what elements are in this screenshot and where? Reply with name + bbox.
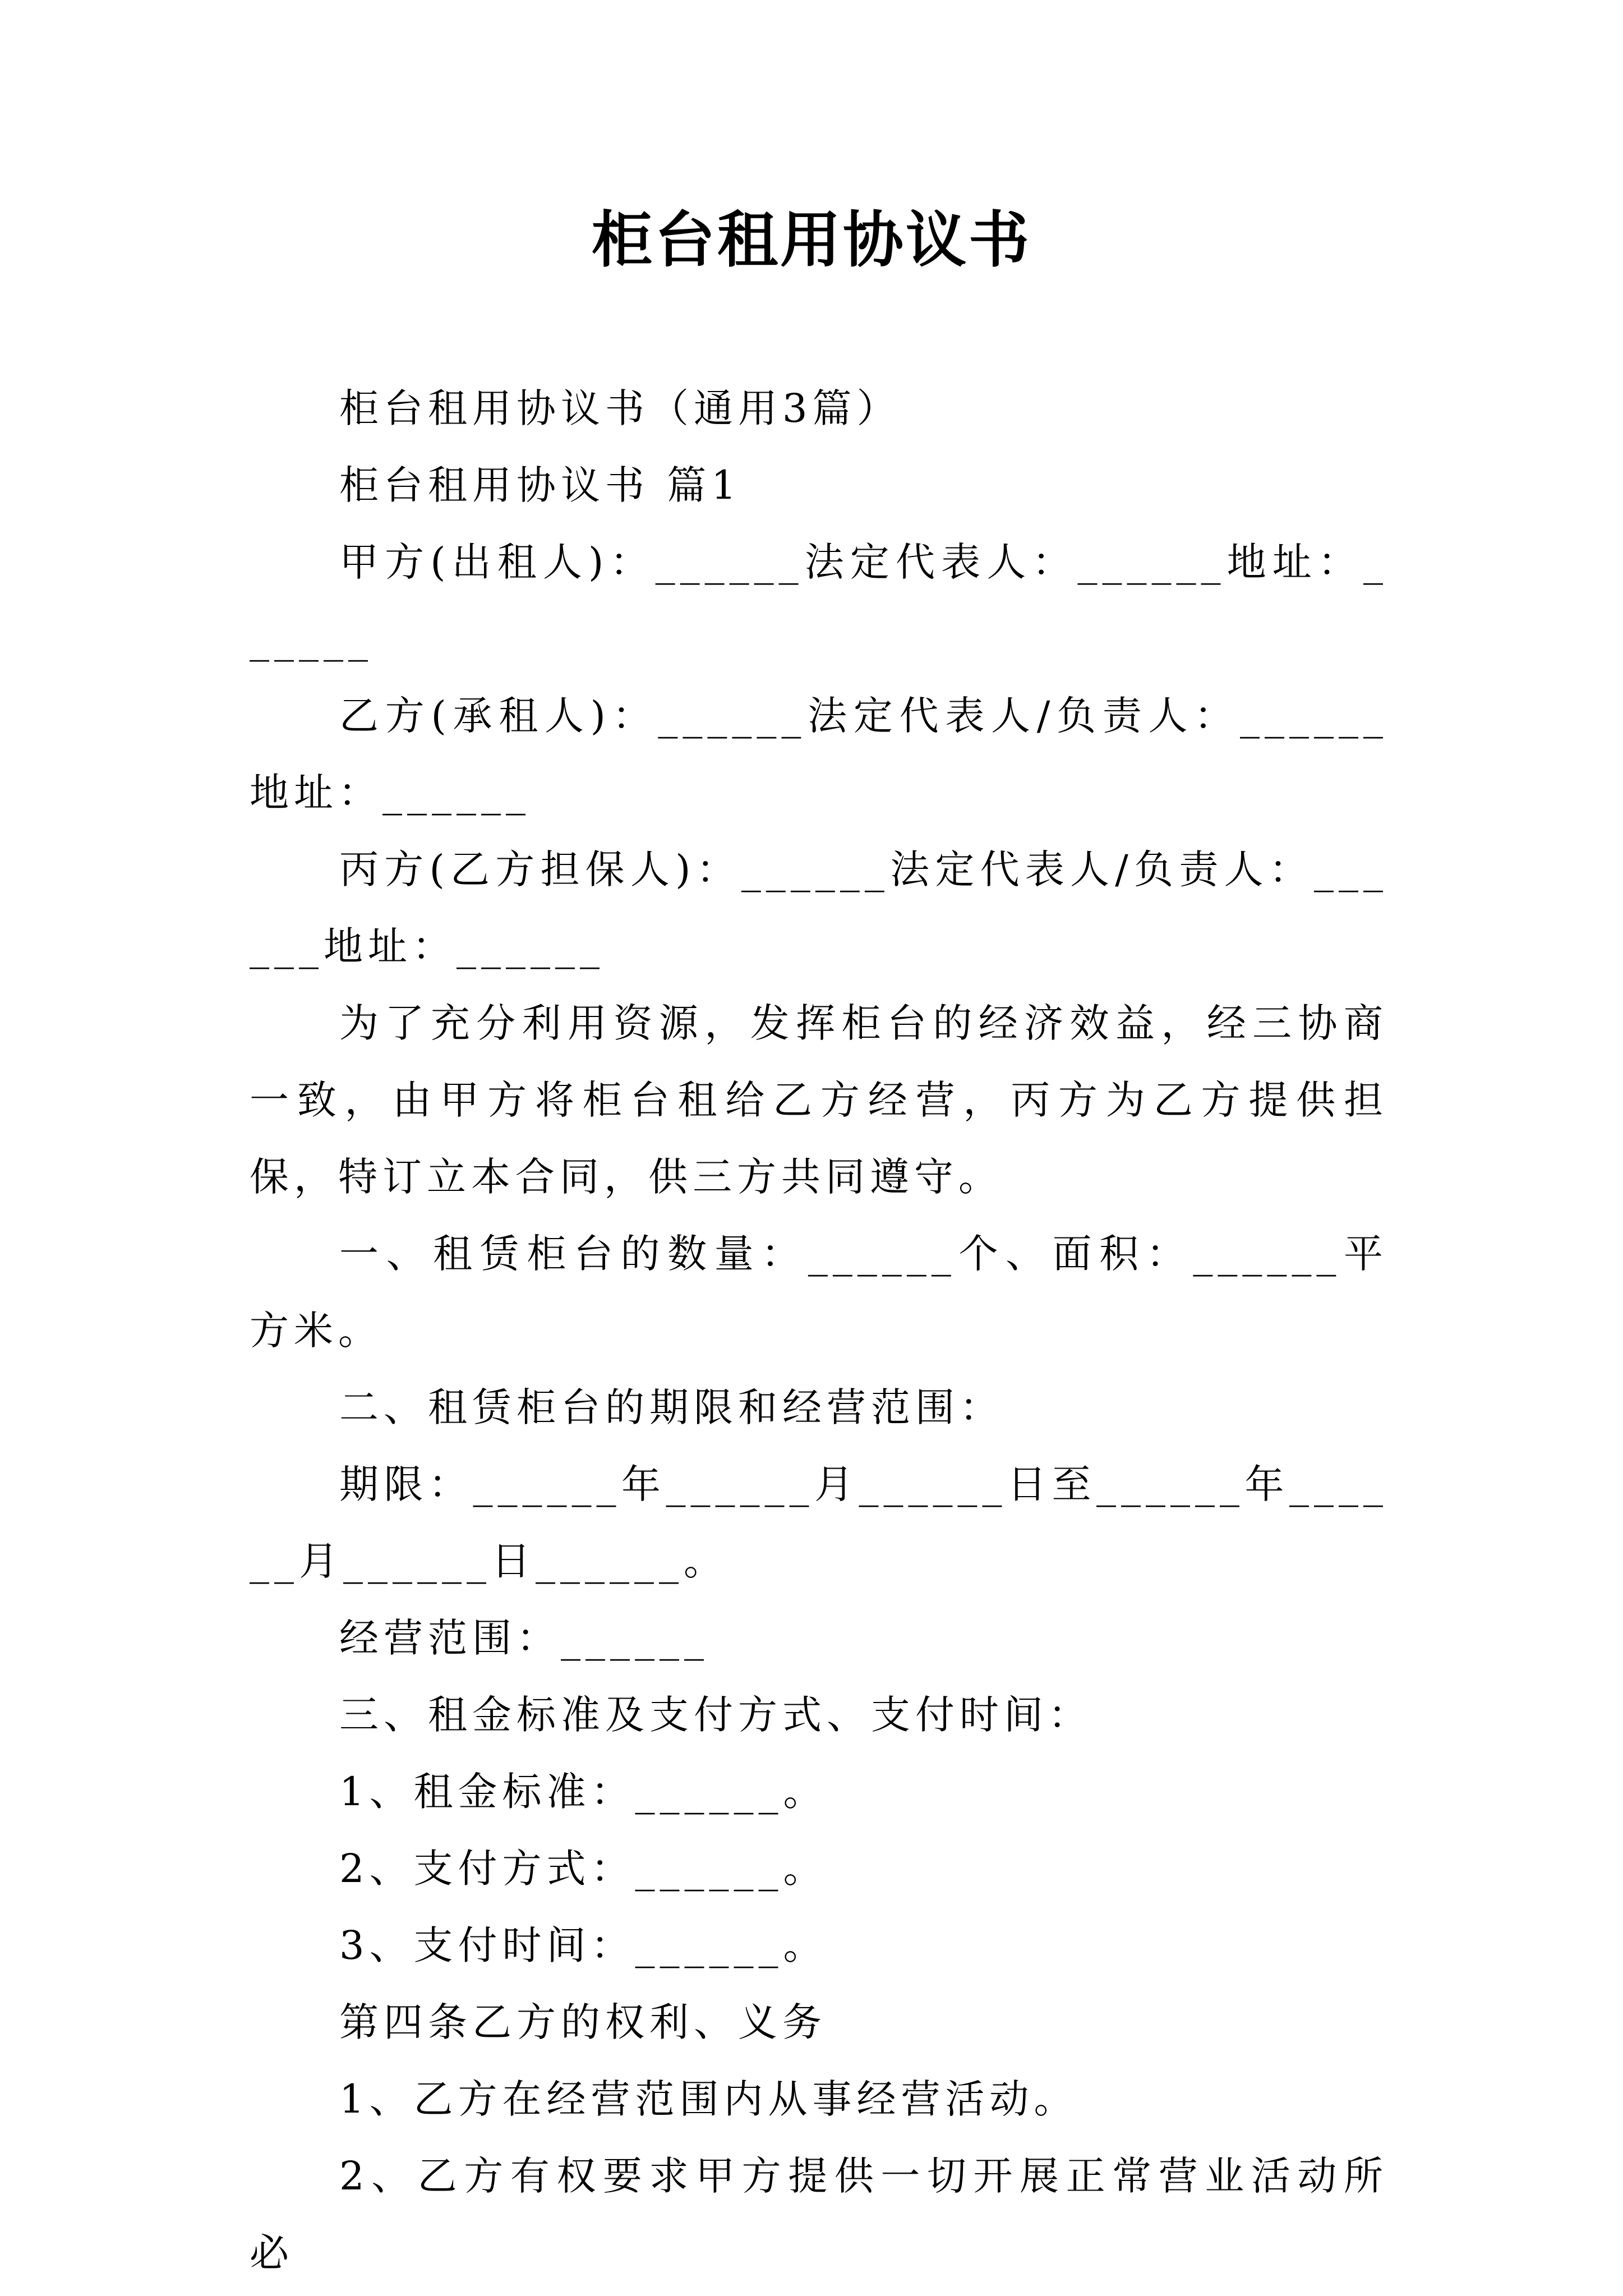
paragraph-payment-method: 2、支付方式：______。 (339, 1846, 828, 1892)
paragraph-party-b: 乙方(承租人)：______法定代表人/负责人：______地址：______ (250, 693, 1388, 816)
paragraph-article-4-item-1: 1、乙方在经营范围内从事经营活动。 (339, 2076, 1078, 2122)
paragraph-clause-1: 一、租赁柜台的数量：______个、面积：______平方米。 (250, 1231, 1388, 1354)
paragraph-subtitle: 柜台租用协议书（通用3篇） (339, 385, 901, 431)
paragraph-scope: 经营范围：______ (339, 1615, 709, 1661)
paragraph-preamble: 为了充分利用资源，发挥柜台的经济效益，经三协商一致，由甲方将柜台租给乙方经营，丙方为乙方提供担保，特订立本合同，供三方共同遵守。 (250, 1000, 1388, 1200)
paragraph-party-c: 丙方(乙方担保人)：______法定代表人/负责人：______地址：______ (250, 846, 1388, 969)
paragraph-clause-2: 二、租赁柜台的期限和经营范围： (339, 1384, 1004, 1430)
paragraph-term: 期限：______年______月______日至______年______月______日______。 (250, 1461, 1388, 1584)
paragraph-article-4: 第四条乙方的权利、义务 (339, 1999, 827, 2045)
document-title: 柜台租用协议书 (591, 205, 1031, 275)
paragraph-rent-standard: 1、租金标准：______。 (339, 1769, 828, 1815)
paragraph-payment-time: 3、支付时间：______。 (339, 1922, 828, 1968)
paragraph-article-4-item-2: 2、乙方有权要求甲方提供一切开展正常营业活动所必 (250, 2153, 1388, 2276)
document-body (250, 370, 1388, 2292)
paragraph-section-heading: 柜台租用协议书 篇1 (339, 462, 741, 508)
paragraph-party-a: 甲方(出租人)：______法定代表人：______地址：______ (250, 539, 1388, 662)
paragraph-clause-3: 三、租金标准及支付方式、支付时间： (339, 1692, 1092, 1738)
